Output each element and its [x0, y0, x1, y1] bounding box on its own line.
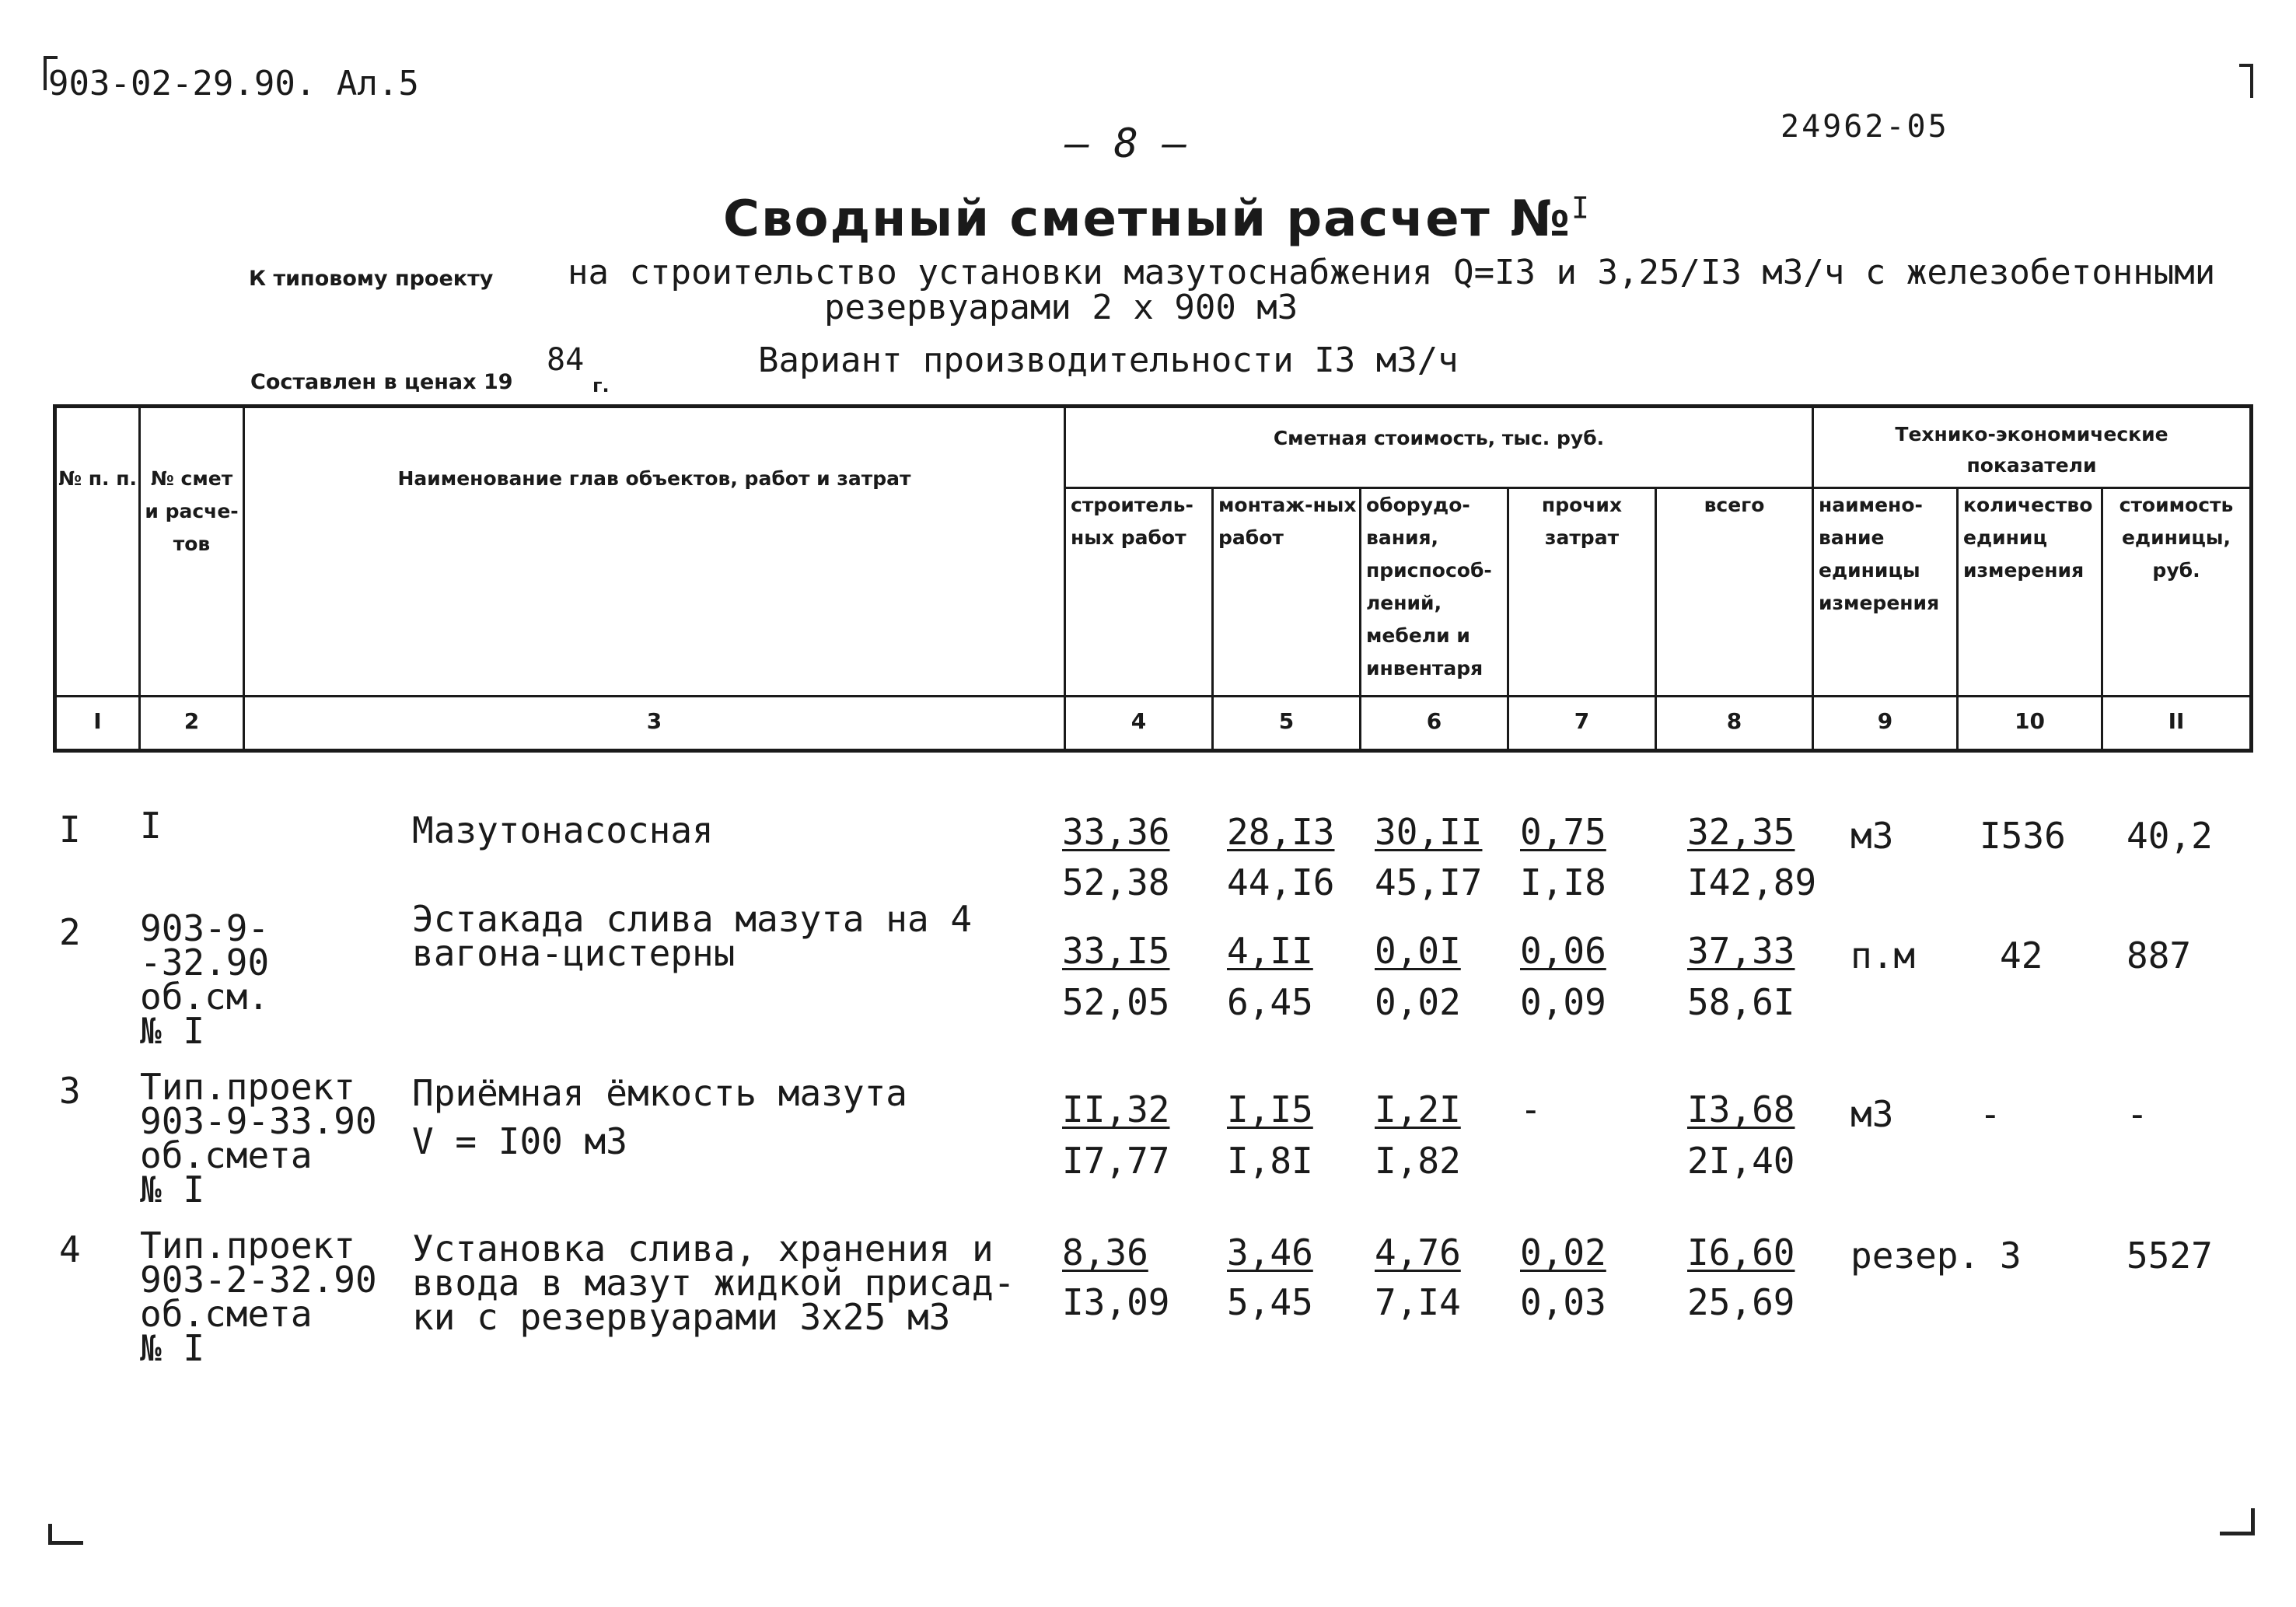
estimate-ref-line: об.смета: [140, 1293, 313, 1335]
corner-mark-bottom-left: [48, 1524, 83, 1545]
unit-cost: -: [2127, 1093, 2148, 1135]
corner-mark-bottom-right: [2220, 1508, 2255, 1535]
item-name: [412, 1228, 1015, 1338]
item-name-line: ввода в мазут жидкой присад-: [412, 1262, 1015, 1304]
construction-cost-bottom: I7,77: [1062, 1140, 1170, 1182]
col-header-unit-cost: стоимость единицы, руб.: [2103, 489, 2249, 697]
estimate-ref: [140, 1224, 377, 1369]
prices-year: 84: [547, 342, 585, 378]
total-cost-bottom: 25,69: [1687, 1281, 1795, 1323]
col-header-unit: наимено-вание единицы измерения: [1814, 489, 1959, 697]
item-name: [412, 1072, 907, 1162]
installation-cost-bottom: 5,45: [1227, 1281, 1313, 1323]
other-cost-bottom: I,I8: [1520, 861, 1606, 903]
estimate-ref: [140, 907, 270, 1052]
page-number: — 8 —: [1065, 121, 1187, 167]
unit-quantity: 3: [2000, 1235, 2022, 1277]
equipment-cost-top: I,2I: [1375, 1088, 1461, 1130]
group-header-tech: Технико-экономические показатели: [1814, 408, 2249, 489]
title-text: Сводный сметный расчет №: [723, 190, 1571, 248]
row-number: 3: [59, 1070, 81, 1112]
estimate-ref-line: Тип.проект: [140, 1066, 355, 1108]
item-name: [412, 809, 714, 851]
construction-cost-top: 33,36: [1062, 811, 1170, 853]
estimate-ref-line: 903-2-32.90: [140, 1259, 377, 1301]
col-header-installation: монтаж-ных работ: [1214, 489, 1361, 697]
col-header-equipment: оборудо-вания, приспособ-лений, мебели и инвентаря: [1361, 489, 1509, 697]
title-number: I: [1571, 190, 1591, 225]
project-label: К типовому проекту: [249, 267, 494, 291]
equipment-cost-top: 0,0I: [1375, 930, 1461, 972]
equipment-cost-bottom: 0,02: [1375, 981, 1461, 1023]
estimate-ref-line: № I: [140, 1169, 205, 1210]
item-name-line: Эстакада слива мазута на 4: [412, 898, 973, 940]
other-cost-bottom: 0,03: [1520, 1281, 1606, 1323]
other-cost-top: 0,02: [1520, 1231, 1606, 1273]
estimate-ref-line: № I: [140, 1010, 205, 1052]
item-name-line: вагона-цистерны: [412, 932, 736, 974]
construction-cost-top: 8,36: [1062, 1231, 1148, 1273]
construction-cost-top: II,32: [1062, 1088, 1170, 1130]
item-name-line: V = I00 м3: [412, 1120, 627, 1162]
construction-cost-bottom: 52,38: [1062, 861, 1170, 903]
equipment-cost-bottom: I,82: [1375, 1140, 1461, 1182]
other-cost-bottom: 0,09: [1520, 981, 1606, 1023]
equipment-cost-bottom: 45,I7: [1375, 861, 1483, 903]
prices-suffix: г.: [592, 375, 610, 397]
variant-line: Вариант производительности I3 м3/ч: [758, 341, 1459, 380]
installation-cost-top: I,I5: [1227, 1088, 1313, 1130]
document-title: [723, 190, 1591, 248]
col-header-name: Наименование глав объектов, работ и затрат: [245, 408, 1066, 697]
unit-quantity: -: [1980, 1093, 2001, 1135]
prices-label: Составлен в ценах 19: [250, 370, 513, 394]
estimate-ref-line: 903-9-: [140, 907, 270, 949]
total-cost-top: I3,68: [1687, 1088, 1795, 1130]
installation-cost-top: 4,II: [1227, 930, 1313, 972]
installation-cost-top: 28,I3: [1227, 811, 1335, 853]
total-cost-bottom: 2I,40: [1687, 1140, 1795, 1182]
unit-cost: 887: [2127, 935, 2192, 976]
col-number: II: [2168, 708, 2185, 734]
col-number: 2: [141, 697, 245, 749]
other-cost-top: 0,06: [1520, 930, 1606, 972]
document-code: 903-02-29.90. Ал.5: [48, 64, 419, 103]
estimate-ref-line: об.см.: [140, 976, 270, 1018]
total-cost-top: 37,33: [1687, 930, 1795, 972]
col-header-construction: строитель-ных работ: [1066, 489, 1214, 697]
group-header-cost: Сметная стоимость, тыс. руб.: [1066, 408, 1814, 489]
installation-cost-top: 3,46: [1227, 1231, 1313, 1273]
row-number: 2: [59, 911, 81, 953]
estimate-table-header: [53, 404, 2253, 753]
unit-quantity: 42: [2000, 935, 2043, 976]
unit-cost: 5527: [2127, 1235, 2213, 1277]
total-cost-bottom: 58,6I: [1687, 981, 1795, 1023]
corner-mark-top-right: [2239, 64, 2253, 98]
col-number: 3: [245, 697, 1066, 749]
equipment-cost-top: 4,76: [1375, 1231, 1461, 1273]
installation-cost-bottom: 6,45: [1227, 981, 1313, 1023]
col-number: 4: [1066, 697, 1214, 749]
col-number: 8: [1657, 697, 1814, 749]
estimate-ref-line: -32.90: [140, 941, 270, 983]
col-header-other: прочих затрат: [1509, 489, 1657, 697]
subject-line-2: резервуарами 2 х 900 м3: [824, 288, 1298, 327]
total-cost-bottom: I42,89: [1687, 861, 1817, 903]
estimate-ref-line: Тип.проект: [140, 1224, 355, 1266]
unit-of-measure: м3: [1850, 1093, 1894, 1135]
construction-cost-bottom: 52,05: [1062, 981, 1170, 1023]
col-header-total: всего: [1657, 489, 1814, 697]
total-cost-top: I6,60: [1687, 1231, 1795, 1273]
item-name-line: Приёмная ёмкость мазута: [412, 1072, 907, 1114]
unit-quantity: I536: [1980, 815, 2066, 857]
col-number: 5: [1214, 697, 1361, 749]
item-name-line: Мазутонасосная: [412, 809, 714, 851]
total-cost-top: 32,35: [1687, 811, 1795, 853]
equipment-cost-bottom: 7,I4: [1375, 1281, 1461, 1323]
unit-of-measure: м3: [1850, 815, 1894, 857]
col-header-estimate: № смет и расче-тов: [141, 408, 245, 697]
installation-cost-bottom: I,8I: [1227, 1140, 1313, 1182]
other-cost-top: -: [1520, 1088, 1542, 1130]
col-header-num: № п. п.: [57, 408, 141, 697]
row-number: 4: [59, 1228, 81, 1270]
col-number: 7: [1509, 697, 1657, 749]
estimate-ref-line: № I: [140, 1327, 205, 1369]
unit-of-measure: резер.: [1850, 1235, 1980, 1277]
inventory-number: 24962-05: [1781, 109, 1949, 145]
construction-cost-bottom: I3,09: [1062, 1281, 1170, 1323]
item-name-line: Установка слива, хранения и: [412, 1228, 994, 1270]
estimate-ref-line: 903-9-33.90: [140, 1100, 377, 1142]
estimate-ref-line: I: [140, 805, 162, 847]
equipment-cost-top: 30,II: [1375, 811, 1483, 853]
row-number: I: [59, 809, 81, 851]
estimate-ref: [140, 1066, 377, 1210]
estimate-ref: [140, 805, 162, 847]
construction-cost-top: 33,I5: [1062, 930, 1170, 972]
col-number: 6: [1361, 697, 1509, 749]
subject-line-1: на строительство установки мазутоснабжения Q=I3 и 3,25/I3 м3/ч с железобетонными: [568, 253, 2216, 292]
col-number: I: [57, 697, 141, 749]
item-name-line: ки с резервуарами 3х25 м3: [412, 1296, 951, 1338]
item-name: [412, 898, 973, 974]
unit-of-measure: п.м: [1850, 935, 1916, 976]
col-header-quantity: количество единиц измерения: [1959, 489, 2103, 697]
unit-cost: 40,2: [2127, 815, 2213, 857]
estimate-ref-line: об.смета: [140, 1134, 313, 1176]
col-number: 9: [1814, 697, 1959, 749]
other-cost-top: 0,75: [1520, 811, 1606, 853]
col-number: 10: [1959, 697, 2103, 749]
installation-cost-bottom: 44,I6: [1227, 861, 1335, 903]
